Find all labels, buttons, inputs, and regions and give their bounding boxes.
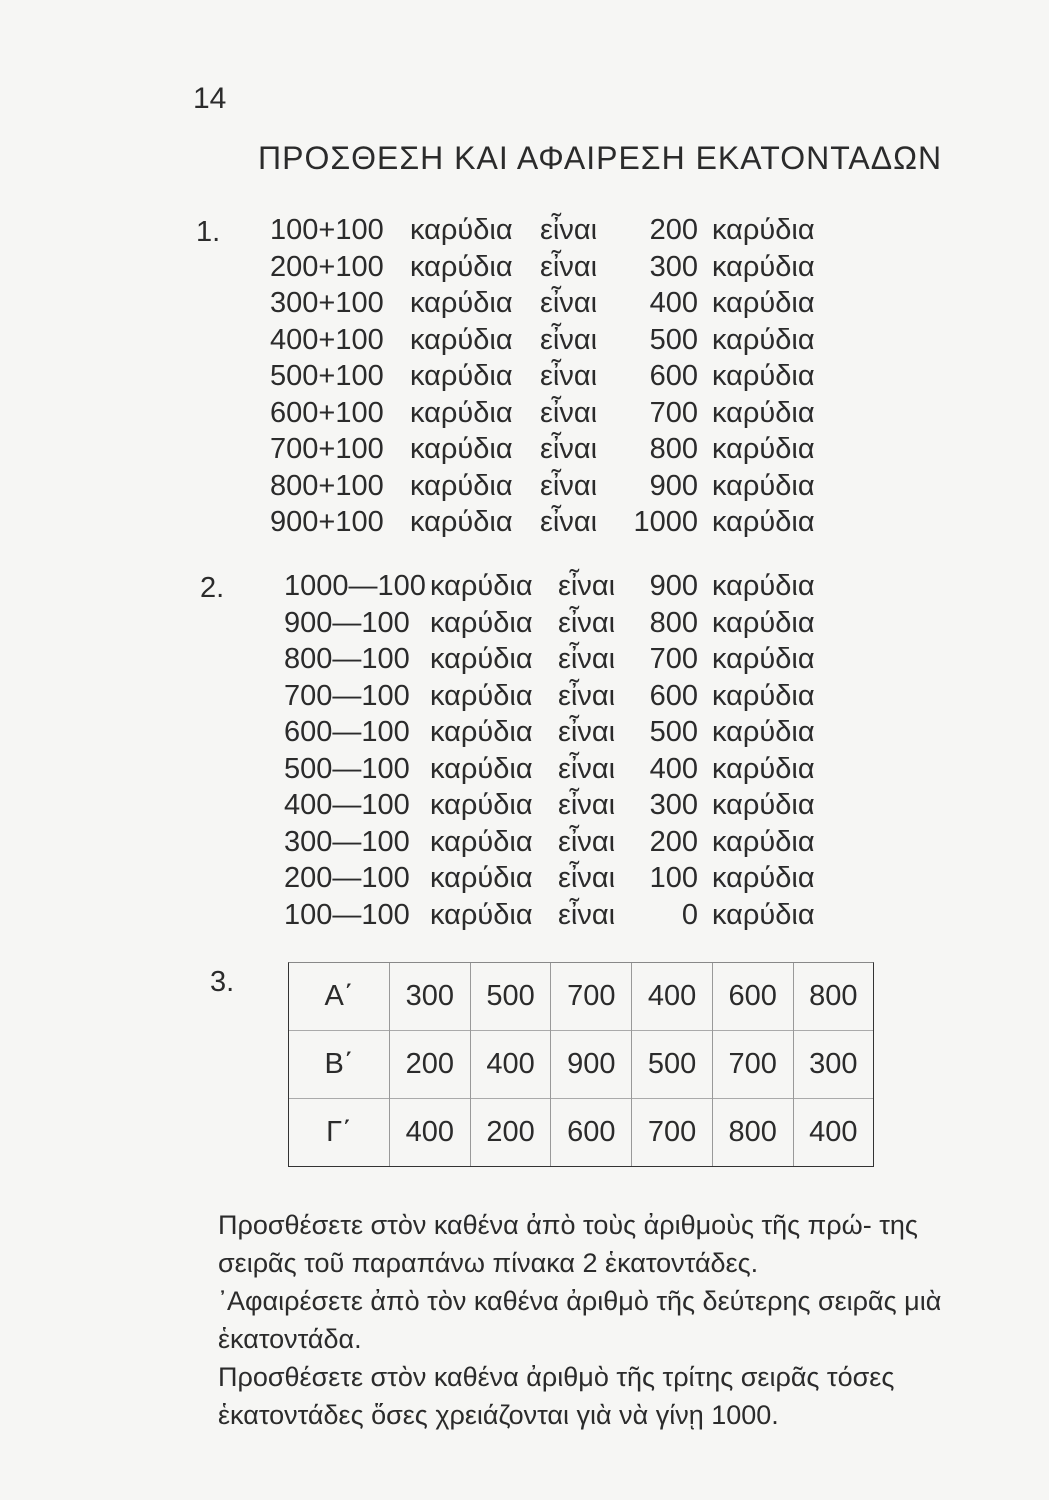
result: 800 xyxy=(649,606,698,639)
count-word: καρύδια xyxy=(410,360,513,392)
count-word: καρύδια xyxy=(410,323,513,356)
unit-word: καρύδια xyxy=(712,396,815,429)
verb: εἶναι xyxy=(558,752,616,785)
count-word: καρύδια xyxy=(430,898,533,931)
table-cell: 700 xyxy=(712,1030,793,1098)
unit-word: καρύδια xyxy=(712,250,815,283)
instruction-paragraph: ᾿Αφαιρέσετε ἀπὸ τὸν καθένα ἀριθμὸ τῆς δεύτερης σειρᾶς μιὰ ἑκατοντάδα. xyxy=(218,1286,942,1354)
unit-word: καρύδια xyxy=(712,862,815,894)
subtraction-list xyxy=(284,568,815,933)
verb: εἶναι xyxy=(558,825,616,858)
equation-row xyxy=(270,322,815,359)
expression: 900—100 xyxy=(284,606,410,639)
row-label: Α΄ xyxy=(324,979,354,1012)
verb: εἶναι xyxy=(540,506,598,538)
unit-word: καρύδια xyxy=(712,716,815,748)
table-cell: 500 xyxy=(632,1030,713,1098)
table-cell: 200 xyxy=(390,1030,471,1098)
expression: 600—100 xyxy=(284,716,410,748)
unit-word: καρύδια xyxy=(712,433,815,465)
verb: εἶναι xyxy=(558,716,616,748)
expression: 600+100 xyxy=(270,396,384,429)
table-cell: 500 xyxy=(470,963,551,1030)
equation-row xyxy=(284,678,815,715)
table-cell: 400 xyxy=(632,963,713,1030)
equation-row xyxy=(284,751,815,788)
expression: 100+100 xyxy=(270,214,384,246)
equation-row xyxy=(270,395,815,432)
verb: εἶναι xyxy=(558,643,616,675)
equation-row xyxy=(270,249,815,286)
count-word: καρύδια xyxy=(430,716,533,748)
unit-word: καρύδια xyxy=(712,360,815,392)
verb: εἶναι xyxy=(540,287,598,319)
table-row xyxy=(289,1030,873,1098)
row-label: Γ΄ xyxy=(289,1099,390,1166)
section-1-number: 1. xyxy=(196,216,221,248)
count-word: καρύδια xyxy=(430,570,533,602)
unit-word: καρύδια xyxy=(712,643,815,675)
count-word: καρύδια xyxy=(410,396,513,429)
result: 900 xyxy=(649,469,698,502)
verb: εἶναι xyxy=(558,898,616,931)
table-cell: 800 xyxy=(793,963,873,1030)
equation-row xyxy=(284,787,815,824)
verb: εἶναι xyxy=(558,679,616,712)
equation-row xyxy=(284,641,815,678)
unit-word: καρύδια xyxy=(712,570,815,602)
equation-row xyxy=(284,714,815,751)
addition-list xyxy=(270,212,815,541)
verb: εἶναι xyxy=(540,250,598,283)
result: 700 xyxy=(649,396,698,429)
count-word: καρύδια xyxy=(410,287,513,319)
verb: εἶναι xyxy=(540,433,598,465)
expression: 1000—100 xyxy=(284,570,426,602)
expression: 400+100 xyxy=(270,323,384,356)
count-word: καρύδια xyxy=(410,250,513,283)
count-word: καρύδια xyxy=(430,752,533,785)
result: 0 xyxy=(681,898,698,931)
instructions xyxy=(218,1206,998,1434)
table-cell: 400 xyxy=(390,1099,471,1166)
unit-word: καρύδια xyxy=(712,606,815,639)
verb: εἶναι xyxy=(558,570,616,602)
result: 800 xyxy=(649,433,698,465)
unit-word: καρύδια xyxy=(712,506,815,538)
equation-row xyxy=(270,285,815,322)
equation-row xyxy=(284,568,815,605)
equation-row xyxy=(284,860,815,897)
expression: 100—100 xyxy=(284,898,410,931)
result: 400 xyxy=(649,287,698,319)
page-title: ΠΡΟΣΘΕΣΗ ΚΑΙ ΑΦΑΙΡΕΣΗ ΕΚΑΤΟΝΤΑΔΩΝ xyxy=(258,140,943,176)
result: 400 xyxy=(649,752,698,785)
equation-row xyxy=(284,897,815,934)
verb: εἶναι xyxy=(558,789,616,821)
result: 300 xyxy=(649,789,698,821)
count-word: καρύδια xyxy=(410,506,513,538)
count-word: καρύδια xyxy=(430,679,533,712)
result: 600 xyxy=(649,360,698,392)
unit-word: καρύδια xyxy=(712,323,815,356)
result: 300 xyxy=(649,250,698,283)
equation-row xyxy=(284,824,815,861)
result: 500 xyxy=(649,323,698,356)
count-word: καρύδια xyxy=(410,214,513,246)
table-cell: 700 xyxy=(551,963,632,1030)
section-3-number: 3. xyxy=(210,966,235,998)
verb: εἶναι xyxy=(558,606,616,639)
expression: 500—100 xyxy=(284,752,410,785)
expression: 200+100 xyxy=(270,250,384,283)
expression: 500+100 xyxy=(270,360,384,392)
expression: 700+100 xyxy=(270,433,384,465)
expression: 800—100 xyxy=(284,643,410,675)
table-row xyxy=(289,1099,873,1166)
expression: 300—100 xyxy=(284,825,410,858)
instruction-paragraph: Προσθέσετε στὸν καθένα ἀπὸ τοὺς ἀριθμοὺς τῆς πρώ- της σειρᾶς τοῦ παραπάνω πίνακα 2 ἑκατοντάδες. xyxy=(218,1210,918,1278)
table-cell: 700 xyxy=(632,1099,713,1166)
instruction-paragraph: Προσθέσετε στὸν καθένα ἀριθμὸ τῆς τρίτης σειρᾶς τόσες ἑκατοντάδες ὅσες χρειάζονται γιὰ νὰ γίνῃ 1000. xyxy=(218,1362,895,1430)
count-word: καρύδια xyxy=(430,789,533,821)
table-cell: 300 xyxy=(390,963,471,1030)
result: 100 xyxy=(649,862,698,894)
table-cell: 300 xyxy=(793,1030,873,1098)
row-label: Β΄ xyxy=(289,1030,390,1098)
unit-word: καρύδια xyxy=(712,898,815,931)
unit-word: καρύδια xyxy=(712,789,815,821)
table-cell: 600 xyxy=(551,1099,632,1166)
verb: εἶναι xyxy=(540,214,598,246)
table-cell: 400 xyxy=(470,1030,551,1098)
equation-row xyxy=(270,468,815,505)
verb: εἶναι xyxy=(540,396,598,429)
expression: 300+100 xyxy=(270,287,384,319)
count-word: καρύδια xyxy=(430,606,533,639)
unit-word: καρύδια xyxy=(712,214,815,246)
expression: 400—100 xyxy=(284,789,410,821)
verb: εἶναι xyxy=(540,323,598,356)
unit-word: καρύδια xyxy=(712,825,815,858)
result: 900 xyxy=(649,570,698,602)
equation-row xyxy=(270,212,815,249)
expression: 200—100 xyxy=(284,862,410,894)
section-2-number: 2. xyxy=(200,572,225,604)
table-cell: 400 xyxy=(793,1099,873,1166)
result: 200 xyxy=(649,825,698,858)
equation-row xyxy=(270,358,815,395)
table-cell: 900 xyxy=(551,1030,632,1098)
expression: 900+100 xyxy=(270,506,384,538)
result: 200 xyxy=(649,214,698,246)
number-table xyxy=(288,962,874,1167)
equation-row xyxy=(270,431,815,468)
result: 1000 xyxy=(633,506,698,538)
verb: εἶναι xyxy=(540,360,598,392)
count-word: καρύδια xyxy=(410,433,513,465)
count-word: καρύδια xyxy=(430,643,533,675)
hundreds-table xyxy=(289,963,873,1166)
verb: εἶναι xyxy=(540,469,598,502)
unit-word: καρύδια xyxy=(712,469,815,502)
unit-word: καρύδια xyxy=(712,287,815,319)
unit-word: καρύδια xyxy=(712,679,815,712)
result: 700 xyxy=(649,643,698,675)
unit-word: καρύδια xyxy=(712,752,815,785)
table-cell: 600 xyxy=(712,963,793,1030)
equation-row xyxy=(284,605,815,642)
table-cell: 200 xyxy=(470,1099,551,1166)
result: 500 xyxy=(649,716,698,748)
expression: 700—100 xyxy=(284,679,410,712)
table-cell: 800 xyxy=(712,1099,793,1166)
expression: 800+100 xyxy=(270,469,384,502)
count-word: καρύδια xyxy=(430,825,533,858)
table-row xyxy=(289,963,873,1030)
count-word: καρύδια xyxy=(430,862,533,894)
equation-row xyxy=(270,504,815,541)
verb: εἶναι xyxy=(558,862,616,894)
count-word: καρύδια xyxy=(410,469,513,502)
page-number: 14 xyxy=(193,82,227,115)
result: 600 xyxy=(649,679,698,712)
